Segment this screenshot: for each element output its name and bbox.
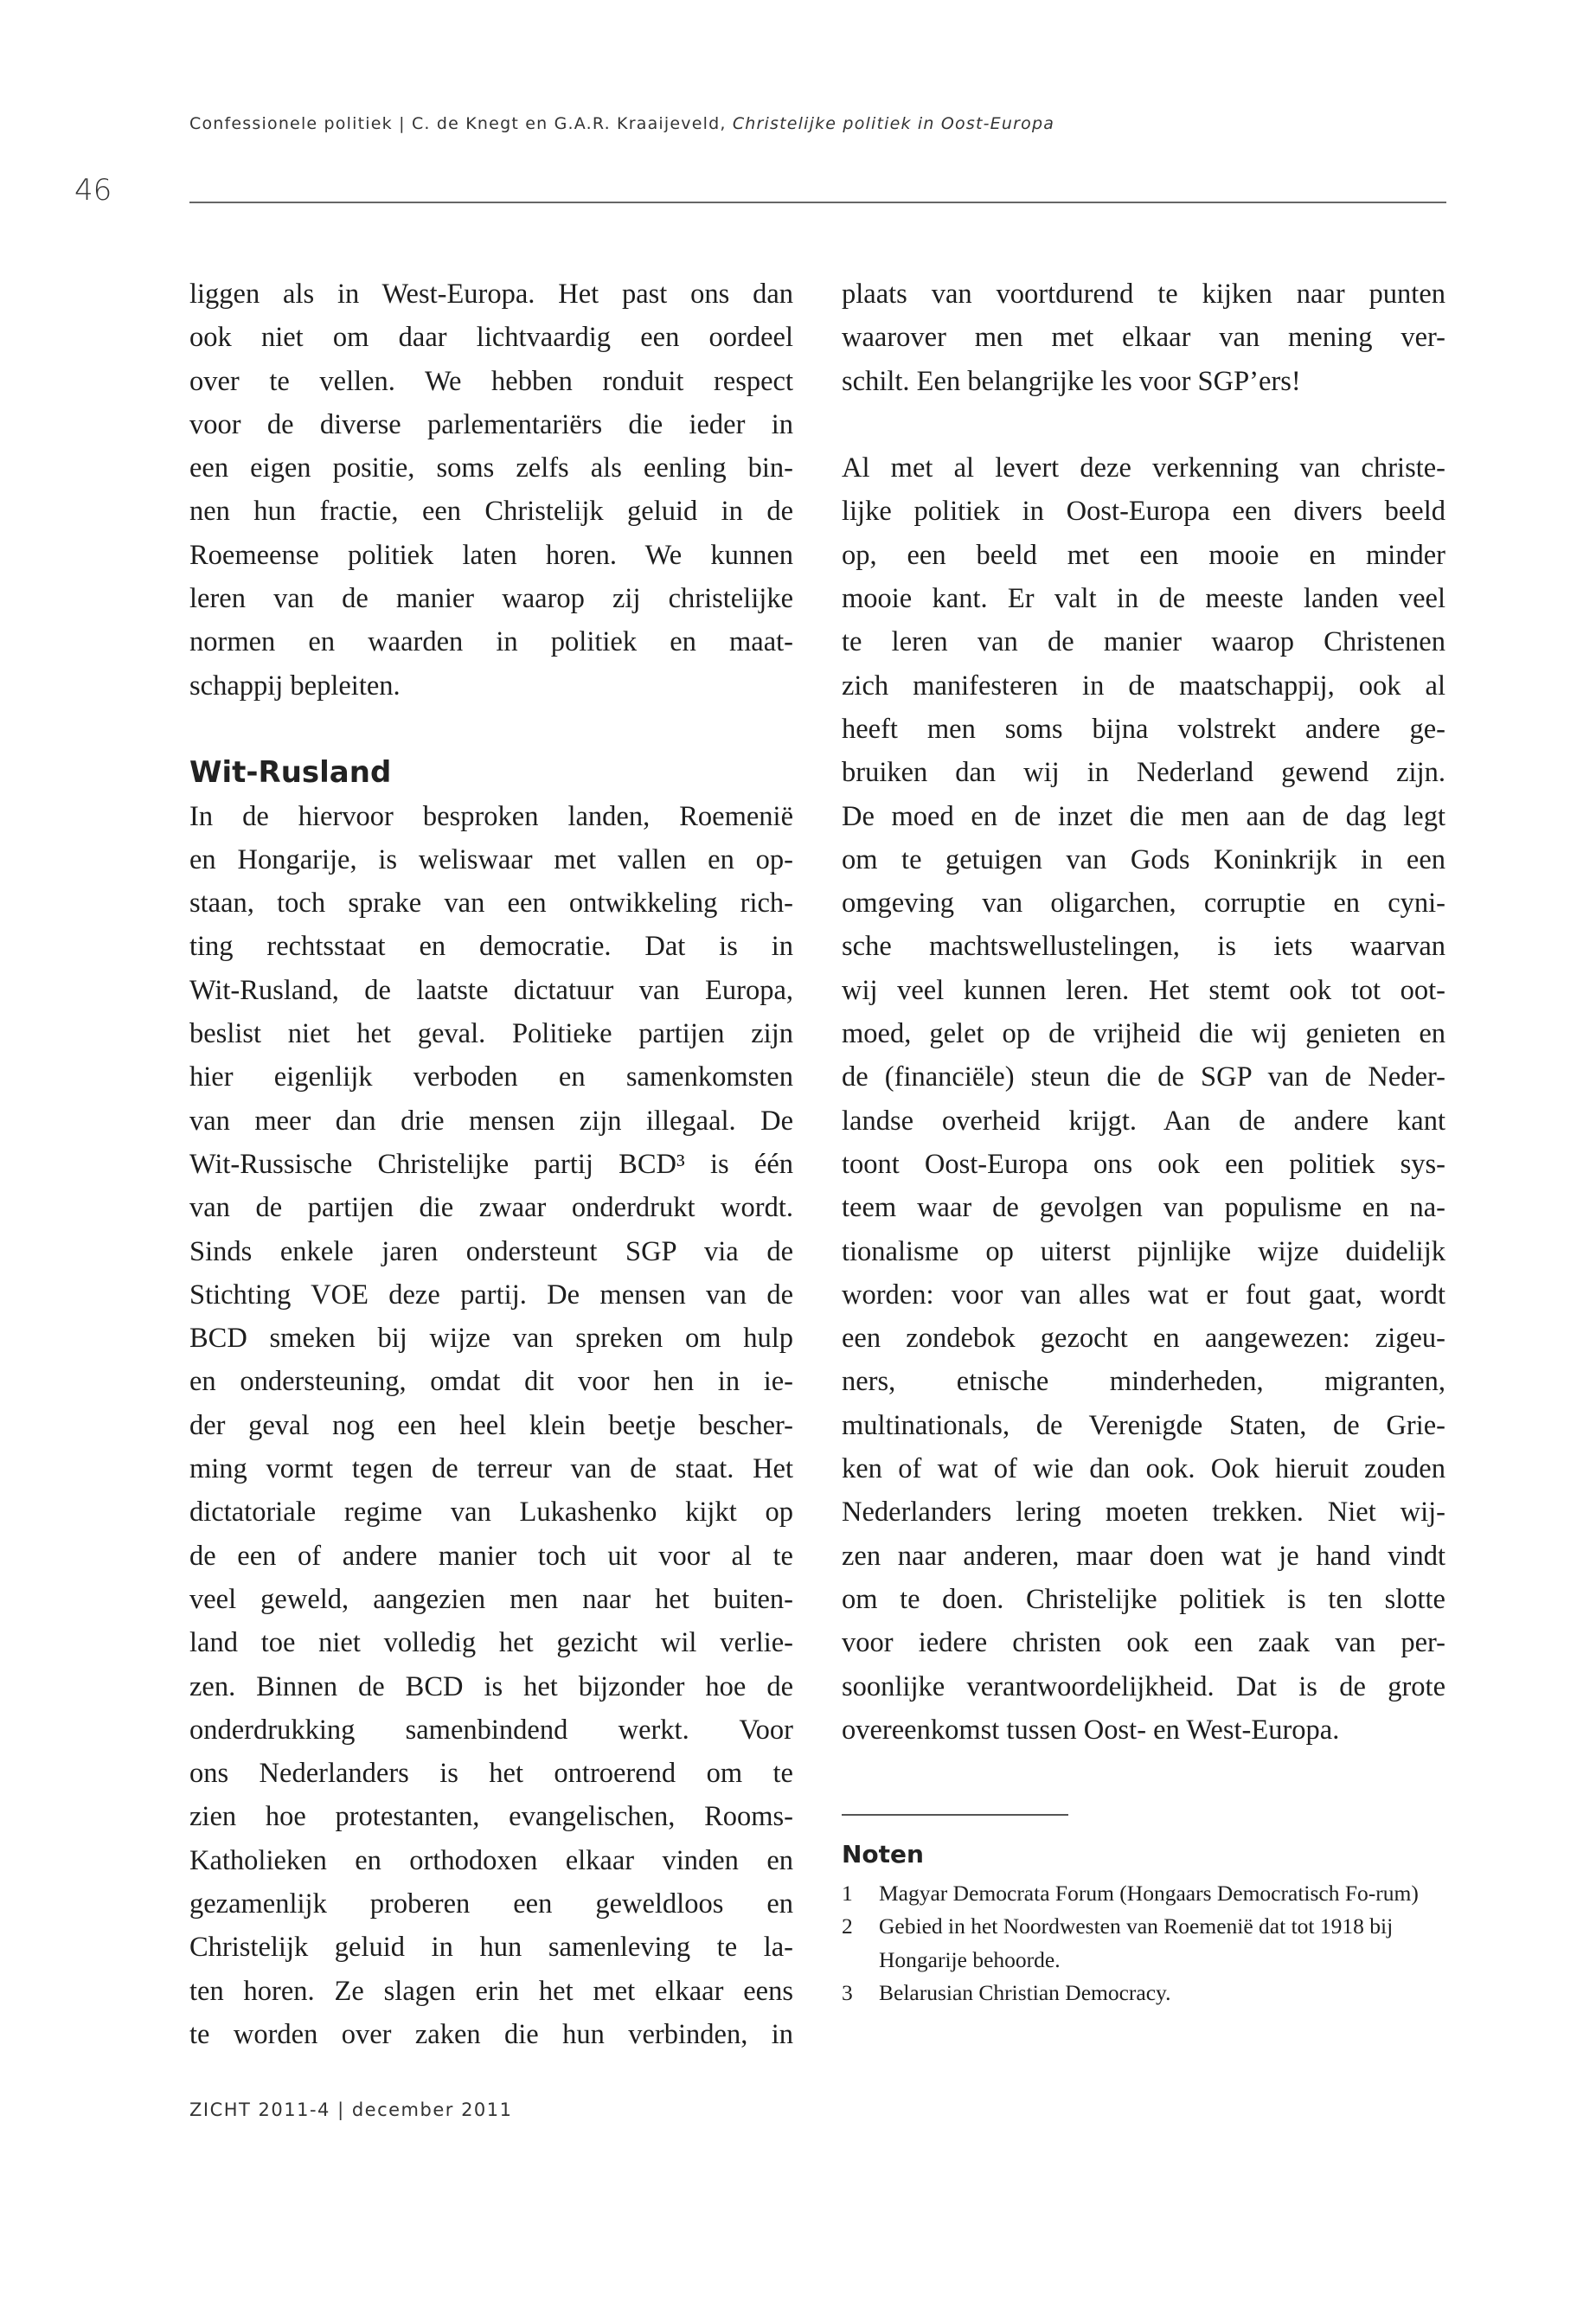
text-line: over te vellen. We hebben ronduit respect bbox=[189, 365, 793, 397]
text-line: Wit-Russische Christelijke partij BCD³ is één bbox=[189, 1148, 793, 1180]
header-authors: C. de Knegt en G.A.R. Kraaijeveld, bbox=[411, 114, 727, 133]
text-line: onderdrukking samenbindend werkt. Voor bbox=[189, 1714, 793, 1746]
text-line: zen naar anderen, maar doen wat je hand vindt bbox=[842, 1540, 1445, 1572]
text-line: van meer dan drie mensen zijn illegaal. De bbox=[189, 1105, 793, 1137]
text-line: Sinds enkele jaren ondersteunt SGP via de bbox=[189, 1235, 793, 1267]
paragraph-gap bbox=[842, 403, 1445, 446]
header-separator: | bbox=[399, 114, 406, 133]
note-number: 1 bbox=[842, 1881, 853, 1906]
text-line: wij veel kunnen leren. Het stemt ook tot oot- bbox=[842, 974, 1445, 1006]
text-line: gezamenlijk proberen een geweldloos en bbox=[189, 1888, 793, 1920]
page-number: 46 bbox=[74, 173, 112, 208]
text-line: van de partijen die zwaar onderdrukt wordt. bbox=[189, 1192, 793, 1224]
text-line: staan, toch sprake van een ontwikkeling rich- bbox=[189, 888, 793, 920]
note-item bbox=[842, 1877, 1447, 1910]
text-line: zich manifesteren in de maatschappij, ook al bbox=[842, 670, 1445, 702]
text-line: De moed en de inzet die men aan de dag legt bbox=[842, 800, 1445, 832]
text-line: Roemeense politiek laten horen. We kunnen bbox=[189, 539, 793, 571]
page-footer: ZICHT 2011-4 | december 2011 bbox=[189, 2099, 513, 2120]
text-line: en ondersteuning, omdat dit voor hen in ie- bbox=[189, 1366, 793, 1398]
text-line: moed, gelet op de vrijheid die wij genieten en bbox=[842, 1018, 1445, 1050]
text-line: ting rechtsstaat en democratie. Dat is in bbox=[189, 931, 793, 963]
text-line: te leren van de manier waarop Christenen bbox=[842, 626, 1445, 658]
text-line: nen hun fractie, een Christelijk geluid in de bbox=[189, 496, 793, 528]
text-line: Katholieken en orthodoxen elkaar vinden en bbox=[189, 1844, 793, 1876]
text-line: om te doen. Christelijke politiek is ten slotte bbox=[842, 1583, 1445, 1615]
text-line: lijke politiek in Oost-Europa een divers beeld bbox=[842, 496, 1445, 528]
text-line: Christelijk geluid in hun samenleving te la- bbox=[189, 1932, 793, 1964]
text-line: Nederlanders lering moeten trekken. Niet wij- bbox=[842, 1497, 1445, 1529]
note-item bbox=[842, 1910, 1447, 1977]
text-line: ming vormt tegen de terreur van de staat. Het bbox=[189, 1453, 793, 1485]
text-line: ten horen. Ze slagen erin het met elkaar eens bbox=[189, 1975, 793, 2007]
text-line: der geval nog een heel klein beetje bescher- bbox=[189, 1409, 793, 1441]
text-line: ken of wat of wie dan ook. Ook hieruit zouden bbox=[842, 1453, 1445, 1485]
note-item bbox=[842, 1977, 1447, 2009]
text-line: de (financiële) steun die de SGP van de Neder- bbox=[842, 1061, 1445, 1093]
text-line: te worden over zaken die hun verbinden, in bbox=[189, 2018, 793, 2050]
text-line: omgeving van oligarchen, corruptie en cyni- bbox=[842, 888, 1445, 920]
text-line: normen en waarden in politiek en maat- bbox=[189, 626, 793, 658]
text-line: een zondebok gezocht en aangewezen: zigeu- bbox=[842, 1323, 1445, 1355]
text-line: zien hoe protestanten, evangelischen, Rooms- bbox=[189, 1801, 793, 1833]
text-line: op, een beeld met een mooie en minder bbox=[842, 539, 1445, 571]
text-line: voor de diverse parlementariërs die ieder in bbox=[189, 408, 793, 440]
notes-divider bbox=[842, 1814, 1068, 1816]
notes-list bbox=[842, 1877, 1447, 2009]
text-line: heeft men soms bijna volstrekt andere ge- bbox=[842, 713, 1445, 745]
header-section: Confessionele politiek bbox=[189, 114, 393, 133]
section-heading: Wit-Rusland bbox=[189, 755, 392, 791]
text-line: Wit-Rusland, de laatste dictatuur van Europa, bbox=[189, 974, 793, 1006]
note-text: Belarusian Christian Democracy. bbox=[879, 1979, 1171, 2005]
text-line: soonlijke verantwoordelijkheid. Dat is de grote bbox=[842, 1670, 1445, 1702]
text-line: In de hiervoor besproken landen, Roemenië bbox=[189, 800, 793, 832]
note-text: Gebied in het Noordwesten van Roemenië dat tot 1918 bij Hongarije behoorde. bbox=[879, 1913, 1394, 1972]
text-line: sche machtswellustelingen, is iets waarvan bbox=[842, 931, 1445, 963]
text-line: voor iedere christen ook een zaak van per- bbox=[842, 1627, 1445, 1659]
text-line: tionalisme op uiterst pijnlijke wijze duidelijk bbox=[842, 1235, 1445, 1267]
text-line: worden: voor van alles wat er fout gaat, wordt bbox=[842, 1279, 1445, 1311]
text-line: schappij bepleiten. bbox=[189, 670, 401, 702]
note-text: Magyar Democrata Forum (Hongaars Democratisch Fo-rum) bbox=[879, 1881, 1419, 1906]
running-header bbox=[189, 114, 1054, 133]
text-line: Al met al levert deze verkenning van christe- bbox=[842, 452, 1445, 484]
text-line: en Hongarije, is weliswaar met vallen en op- bbox=[189, 843, 793, 875]
text-line: mooie kant. Er valt in de meeste landen veel bbox=[842, 583, 1445, 615]
text-line: liggen als in West-Europa. Het past ons dan bbox=[189, 279, 793, 310]
text-line: teem waar de gevolgen van populisme en na- bbox=[842, 1192, 1445, 1224]
text-line: bruiken dan wij in Nederland gewend zijn. bbox=[842, 757, 1445, 789]
text-line: ook niet om daar lichtvaardig een oordeel bbox=[189, 322, 793, 354]
text-line: land toe niet volledig het gezicht wil verlie- bbox=[189, 1627, 793, 1659]
paragraph-gap bbox=[189, 708, 793, 751]
notes-title: Noten bbox=[842, 1840, 924, 1868]
note-number: 2 bbox=[842, 1913, 853, 1939]
text-line: ons Nederlanders is het ontroerend om te bbox=[189, 1758, 793, 1790]
note-number: 3 bbox=[842, 1979, 853, 2005]
text-line: plaats van voortdurend te kijken naar punten bbox=[842, 279, 1445, 310]
text-line: ners, etnische minderheden, migranten, bbox=[842, 1366, 1445, 1398]
header-rule bbox=[189, 202, 1446, 203]
text-line: multinationals, de Verenigde Staten, de Grie- bbox=[842, 1409, 1445, 1441]
text-line: leren van de manier waarop zij christelijke bbox=[189, 583, 793, 615]
text-line: dictatoriale regime van Lukashenko kijkt op bbox=[189, 1497, 793, 1529]
text-line: om te getuigen van Gods Koninkrijk in een bbox=[842, 843, 1445, 875]
text-line: de een of andere manier toch uit voor al te bbox=[189, 1540, 793, 1572]
right-column bbox=[842, 272, 1445, 1752]
text-line: Stichting VOE deze partij. De mensen van de bbox=[189, 1279, 793, 1311]
text-line: veel geweld, aangezien men naar het buiten- bbox=[189, 1583, 793, 1615]
text-line: landse overheid krijgt. Aan de andere kant bbox=[842, 1105, 1445, 1137]
header-article-title: Christelijke politiek in Oost-Europa bbox=[732, 114, 1055, 133]
text-line: hier eigenlijk verboden en samenkomsten bbox=[189, 1061, 793, 1093]
text-line: waarover men met elkaar van mening ver- bbox=[842, 322, 1445, 354]
text-line: beslist niet het geval. Politieke partijen zijn bbox=[189, 1018, 793, 1050]
left-column bbox=[189, 272, 793, 2056]
text-line: overeenkomst tussen Oost- en West-Europa. bbox=[842, 1714, 1340, 1746]
text-line: schilt. Een belangrijke les voor SGP’ers! bbox=[842, 365, 1301, 397]
text-line: een eigen positie, soms zelfs als eenling bin- bbox=[189, 452, 793, 484]
text-line: BCD smeken bij wijze van spreken om hulp bbox=[189, 1323, 793, 1355]
text-line: toont Oost-Europa ons ook een politiek sys- bbox=[842, 1148, 1445, 1180]
text-line: zen. Binnen de BCD is het bijzonder hoe de bbox=[189, 1670, 793, 1702]
